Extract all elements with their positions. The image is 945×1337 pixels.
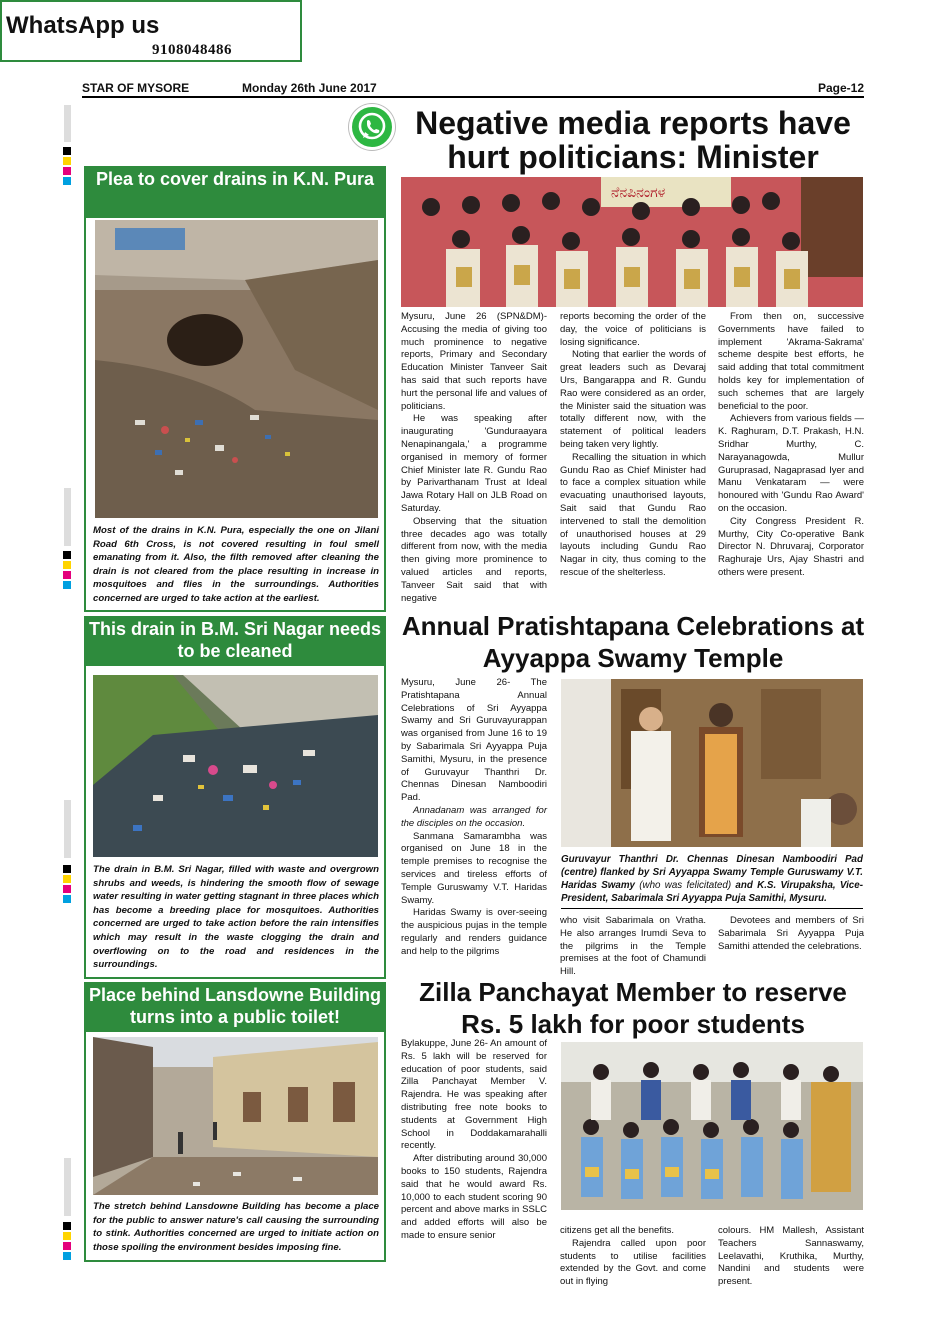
page-number: Page-12 bbox=[817, 81, 864, 95]
left-caption-2: The drain in B.M. Sri Nagar, filled with waste and overgrown shrubs and weeds, is hindering the smooth flow of sewage water resulting in water getting stagnant in three places which has become a breeding place for mosquitoes. Authorities concerned are urged to take action before the rain intensifies which may result in the waste clogging the drain and overflowing on to the road and residences in the surroundings. bbox=[93, 864, 379, 971]
whatsapp-title: WhatsApp us bbox=[6, 12, 160, 39]
book-distribution-photo bbox=[561, 1042, 863, 1210]
left-headline-2: This drain in B.M. Sri Nagar needs to be cleaned bbox=[84, 616, 386, 664]
story1-col1: Mysuru, June 26 (SPN&DM)- Accusing the media of giving too much prominence to negative reports, Primary and Secondary Education Minister Tanveer Sait has said that such reports have hurt the personal life and values of politicians. He was speaking after inaugurating 'Gunduraayara Nenapinangala,' a programme organised in memory of former Chief Minister late R. Gundu Rao by Parivarthanam Trust at Ideal Jawa Rotary Hall on JLB Road on Saturday. Observing that the situation three decades ago was totally different from now, with the media then giving more prominence to valued articles and reports, Tanveer Sait said that with negative bbox=[401, 311, 547, 604]
paper-name: STAR OF MYSORE bbox=[82, 81, 190, 95]
story2-col1: Mysuru, June 26- The Pratishtapana Annual Celebrations of Sri Ayyappa Swamy and Sri Guruvayurappan was organised from June 16 to 19 by Sabarimala Sri Ayyappa Puja Samithi, Mysuru, in the presence of Guruvayur Thanthri Dr. Chennas Dinesan Namboodiri Pad. Annadanam was arranged for the disciples on the occasion. Sanmana Samarambha was organised on June 18 in the temple premises to recognise the services and tireless efforts of Temple Guruswamy V.T. Haridas Swamy. Haridas Swamy is over-seeing the auspicious pujas in the temple regularly and renders guidance and help to the pilgrims bbox=[401, 677, 547, 957]
page-header bbox=[82, 80, 864, 98]
award-ceremony-photo bbox=[401, 177, 863, 307]
story3-headline: Zilla Panchayat Member to reserve Rs. 5 lakh for poor students bbox=[419, 977, 847, 1039]
temple-felicitation-photo bbox=[561, 679, 863, 847]
left-caption-3: The stretch behind Lansdowne Building has become a place for the public to answer nature's call causing the surrounding to stink. Authorities concerned are urged to initiate action on those spoiling the environment besides imposing fine. bbox=[93, 1201, 379, 1253]
story2-headline: Annual Pratishtapana Celebrations at Ayyappa Swamy Temple bbox=[401, 611, 865, 673]
issue-date: Monday 26th June 2017 bbox=[242, 81, 377, 95]
story2-col3: Devotees and members of Sri Sabarimala Sri Ayyappa Puja Samithi attended the celebrations. bbox=[718, 915, 864, 952]
drain-bm-sri-nagar-photo bbox=[93, 675, 378, 857]
story1-headline: Negative media reports have hurt politicians: Minister bbox=[415, 105, 851, 175]
drain-kn-pura-photo bbox=[95, 220, 378, 518]
left-headline-1: Plea to cover drains in K.N. Pura bbox=[84, 166, 386, 216]
left-caption-1: Most of the drains in K.N. Pura, especially the one on Jilani Road 6th Cross, is not covered resulting in foul smell emanating from it. Also, the filth removed after cleaning the drain is not cleared from the place resulting in increase in mosquitoes and flies in the surroundings. Authorities concerned are urged to take action at the earliest. bbox=[93, 525, 379, 604]
story2-col2: who visit Sabarimala on Vratha. He also arranges Irumdi Seva to the pilgrims in the Temple premises at the foot of Chamundi Hill. bbox=[560, 915, 706, 978]
banner-text: ನೆನಪಿನಂಗಳ bbox=[611, 185, 666, 201]
caption-rule bbox=[561, 908, 863, 909]
whatsapp-icon bbox=[349, 104, 395, 150]
story1-col3: From then on, successive Governments have failed to implement 'Akrama-Sakrama' scheme despite best efforts, he said adding that total commitment holds key for implementation of such schemes that are largely beneficial to the poor. Achievers from various fields — K. Raghuram, D.T. Prakash, H.N. Sridhar Murthy, C. Narayanagowda, Mullur Guruprasad, Nagaprasad Iyer and Manu Venkataram — were honoured with 'Gundu Rao Award' on the occasion. City Congress President R. Murthy, City Co-operative Bank Director N. Dhruvaraj, Corporator Raghuraje Urs, Ajay Shastri and others were present. bbox=[718, 311, 864, 578]
whatsapp-number[interactable]: 9108048486 bbox=[152, 42, 232, 58]
lansdowne-building-photo bbox=[93, 1037, 378, 1195]
story3-col1: Bylakuppe, June 26- An amount of Rs. 5 lakh will be reserved for education of poor students, said Zilla Panchayat Member V. Rajendra. He was speaking after distributing free note books to students at Government High School in Doddakamarahalli recently. After distributing around 30,000 books to 150 students, Rajendra said that he would award Rs. 10,000 to each student scoring 90 percent and above marks in SSLC and added efforts will also be made to ensure senior bbox=[401, 1038, 547, 1241]
story3-col2: citizens get all the benefits. Rajendra called upon poor students to utilise facilities extended by the Govt. and come out in flying bbox=[560, 1225, 706, 1288]
story2-caption: Guruvayur Thanthri Dr. Chennas Dinesan Namboodiri Pad (centre) flanked by Sri Ayyappa Swamy Temple Guruswamy V.T. Haridas Swamy (who was felicitated) and K.S. Virupaksha, Vice-President, Sabarimala Sri Ayyappa Puja Samithi, Mysuru. bbox=[561, 854, 863, 904]
story1-col2: reports becoming the order of the day, the voice of politicians is losing significance. Noting that earlier the words of great leaders such as Devaraj Urs, Bangarappa and R. Gundu Rao were considered as an order, the Minister said the situation was totally different now, with the statement of political leaders being taken very lightly. Recalling the situation in which Gundu Rao as Chief Minister had to face a complex situation while evacuating unauthorised layouts, Sait said that Gundu Rao intervened to stall the demolition of unauthorised houses at 29 layouts including Gundu Rao Nagar in city, thus coming to the rescue of the shelterless. bbox=[560, 311, 706, 578]
left-headline-3: Place behind Lansdowne Building turns into a public toilet! bbox=[84, 982, 386, 1030]
whatsapp-box bbox=[0, 0, 302, 62]
story3-col3: colours. HM Mallesh, Assistant Teachers Sannaswamy, Leelavathi, Kruthika, Murthy, Nandini and students were present. bbox=[718, 1225, 864, 1288]
